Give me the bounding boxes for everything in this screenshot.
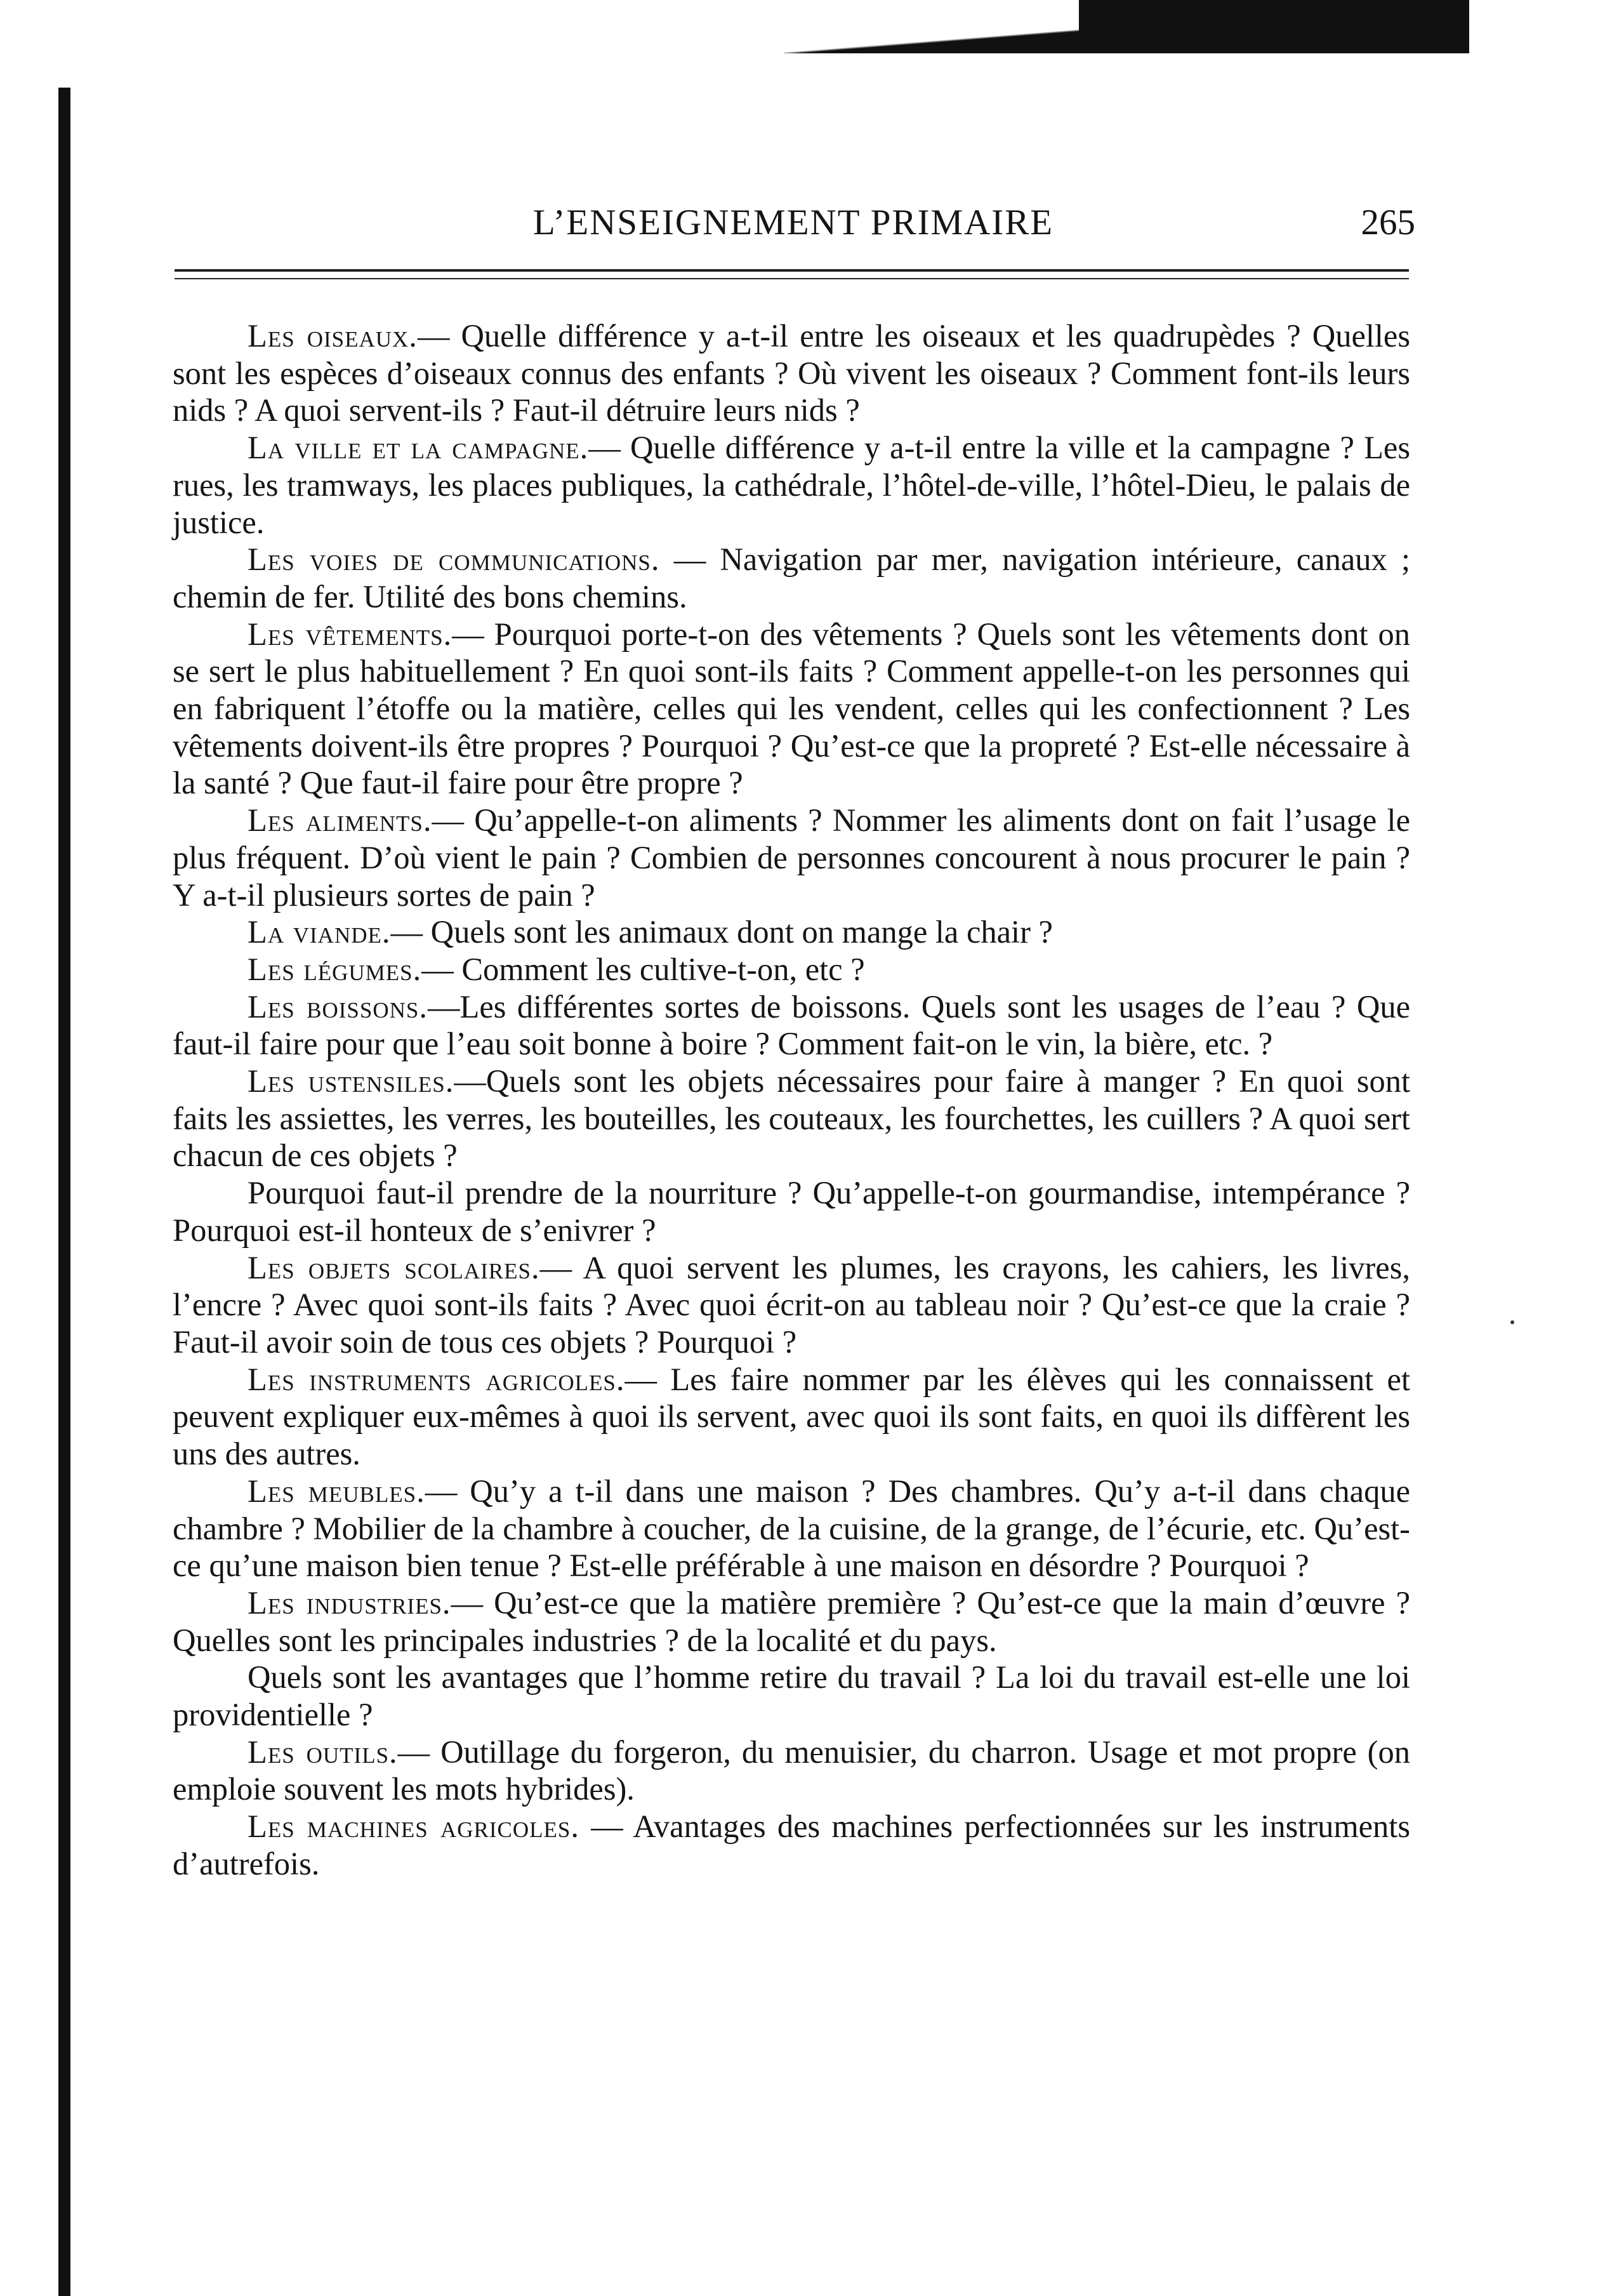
- paragraph-heading: Les outils.: [248, 1734, 398, 1770]
- paragraph-outils: [173, 1734, 1410, 1808]
- paragraph-boissons: [173, 988, 1410, 1063]
- paragraph-meubles: [173, 1473, 1410, 1584]
- paragraph-text: — Avantages des machines perfectionnées sur les instruments d’autrefois.: [173, 1808, 1410, 1881]
- paragraph-text: — Qu’y a t-il dans une maison ? Des chambres. Qu’y a-t-il dans chaque chambre ? Mobilier de la chambre à coucher, de la cuisine, de la grange, de l’écurie, etc. Qu’est-ce qu’une maison bien tenue ? Est-elle préférable à une maison en désordre ? Pourquoi ?: [173, 1473, 1410, 1584]
- paragraph-nourriture: [173, 1174, 1410, 1249]
- paragraph-text: — Qu’appelle-t-on aliments ? Nommer les aliments dont on fait l’usage le plus fréquent. D’où vient le pain ? Combien de personnes concourent à nous procurer le pain ? Y a-t-il plusieurs sortes de pain ?: [173, 802, 1411, 913]
- paragraph-heading: Les oiseaux.: [248, 318, 418, 354]
- top-scan-edge-solid: [1079, 0, 1469, 53]
- paragraph-ustensiles: [173, 1063, 1410, 1174]
- header-rule-thick: [175, 269, 1409, 272]
- paragraph-heading: Les meubles.: [248, 1473, 425, 1509]
- paragraph-oiseaux: [173, 317, 1410, 429]
- paragraph-heading: Les machines agricoles.: [248, 1808, 579, 1845]
- paragraph-text: —Quels sont les objets nécessaires pour faire à manger ? En quoi sont faits les assiettes, les verres, les bouteilles, les couteaux, les fourchettes, les cuillers ? A quoi sert chacun de ces objets ?: [173, 1063, 1410, 1174]
- header-rule-thin: [175, 278, 1409, 279]
- paragraph-travail: [173, 1659, 1410, 1733]
- paragraph-instruments-agricoles: [173, 1361, 1410, 1473]
- paragraph-heading: Les industries.: [248, 1584, 451, 1621]
- paragraph-heading: Les objets scolaires.: [248, 1249, 540, 1285]
- paragraph-vetements: [173, 616, 1410, 802]
- paragraph-industries: [173, 1584, 1410, 1659]
- paragraph-heading: Les voies de communications.: [248, 541, 660, 578]
- paragraph-text: — Outillage du forgeron, du menuisier, du charron. Usage et mot propre (on emploie souvent les mots hybrides).: [173, 1734, 1411, 1807]
- paragraph-heading: Les légumes.: [248, 951, 422, 987]
- paragraph-legumes: [173, 951, 1410, 988]
- paragraph-viande: [173, 913, 1410, 951]
- paragraph-aliments: [173, 802, 1410, 913]
- left-margin-rule: [58, 88, 70, 2296]
- paragraph-heading: La ville et la campagne.: [248, 430, 589, 466]
- paragraph-heading: Les instruments agricoles.: [248, 1361, 625, 1397]
- paragraph-text: — Qu’est-ce que la matière première ? Qu’est-ce que la main d’œuvre ? Quelles sont les principales industries ? de la localité et du pays.: [173, 1584, 1410, 1658]
- paragraph-heading: Les boissons.: [248, 988, 428, 1025]
- paragraph-text: — Pourquoi porte-t-on des vêtements ? Quels sont les vêtements dont on se sert le plus habituellement ? En quoi sont-ils faits ? Comment appelle-t-on les personnes qui en fabriquent l’étoffe ou la matière, celles qui les vendent, celles qui les confectionnent ? Les vêtements doivent-ils être propres ? Pourquoi ? Qu’est-ce que la propreté ? Est-elle nécessaire à la santé ? Que faut-il faire pour être propre ?: [173, 616, 1410, 801]
- paragraph-voies: [173, 541, 1410, 615]
- paragraph-ville-campagne: [173, 429, 1410, 541]
- paragraph-machines-agricoles: [173, 1808, 1410, 1882]
- page-header: [171, 202, 1415, 253]
- paragraph-heading: La viande.: [248, 914, 391, 950]
- running-title: L’ENSEIGNEMENT PRIMAIRE: [532, 202, 1054, 242]
- page-number: 265: [1361, 202, 1415, 242]
- paragraph-text: — A quoi servent les plumes, les crayons, les cahiers, les livres, l’encre ? Avec quoi sont-ils faits ? Avec quoi écrit-on au tableau noir ? Qu’est-ce que la craie ? Faut-il avoir soin de tous ces objets ? Pourquoi ?: [173, 1249, 1410, 1360]
- paragraph-objets-scolaires: [173, 1249, 1410, 1361]
- body-text: [173, 317, 1410, 1883]
- scan-speck: [1510, 1320, 1514, 1324]
- paragraph-text: — Quelle différence y a-t-il entre les oiseaux et les quadrupèdes ? Quelles sont les espèces d’oiseaux connus des enfants ? Où vivent les oiseaux ? Comment font-ils leurs nids ? A quoi servent-ils ? Faut-il détruire leurs nids ?: [173, 318, 1410, 428]
- paragraph-text: Quels sont les avantages que l’homme retire du travail ? La loi du travail est-elle une loi providentielle ?: [173, 1659, 1410, 1733]
- paragraph-heading: Les vêtements.: [248, 616, 452, 652]
- paragraph-text: — Comment les cultive-t-on, etc ?: [421, 951, 865, 987]
- paragraph-text: — Quels sont les animaux dont on mange la chair ?: [390, 914, 1053, 950]
- paragraph-text: Pourquoi faut-il prendre de la nourriture ? Qu’appelle-t-on gourmandise, intempérance ? Pourquoi est-il honteux de s’enivrer ?: [173, 1175, 1410, 1248]
- paragraph-text: —Les différentes sortes de boissons. Quels sont les usages de l’eau ? Que faut-il faire pour que l’eau soit bonne à boire ? Comment fait-on le vin, la bière, etc. ?: [173, 988, 1410, 1062]
- paragraph-heading: Les ustensiles.: [248, 1063, 454, 1099]
- paragraph-text: — Les faire nommer par les élèves qui les connaissent et peuvent expliquer eux-mêmes à quoi ils servent, avec quoi ils sont faits, en quoi ils diffèrent les uns des autres.: [173, 1361, 1411, 1472]
- paragraph-text: — Quelle différence y a-t-il entre la ville et la campagne ? Les rues, les tramways, les places publiques, la cathédrale, l’hôtel-de-ville, l’hôtel-Dieu, le palais de justice.: [173, 430, 1410, 540]
- paragraph-heading: Les aliments.: [248, 802, 432, 839]
- paragraph-text: — Navigation par mer, navigation intérieure, canaux ; chemin de fer. Utilité des bons chemins.: [173, 541, 1410, 614]
